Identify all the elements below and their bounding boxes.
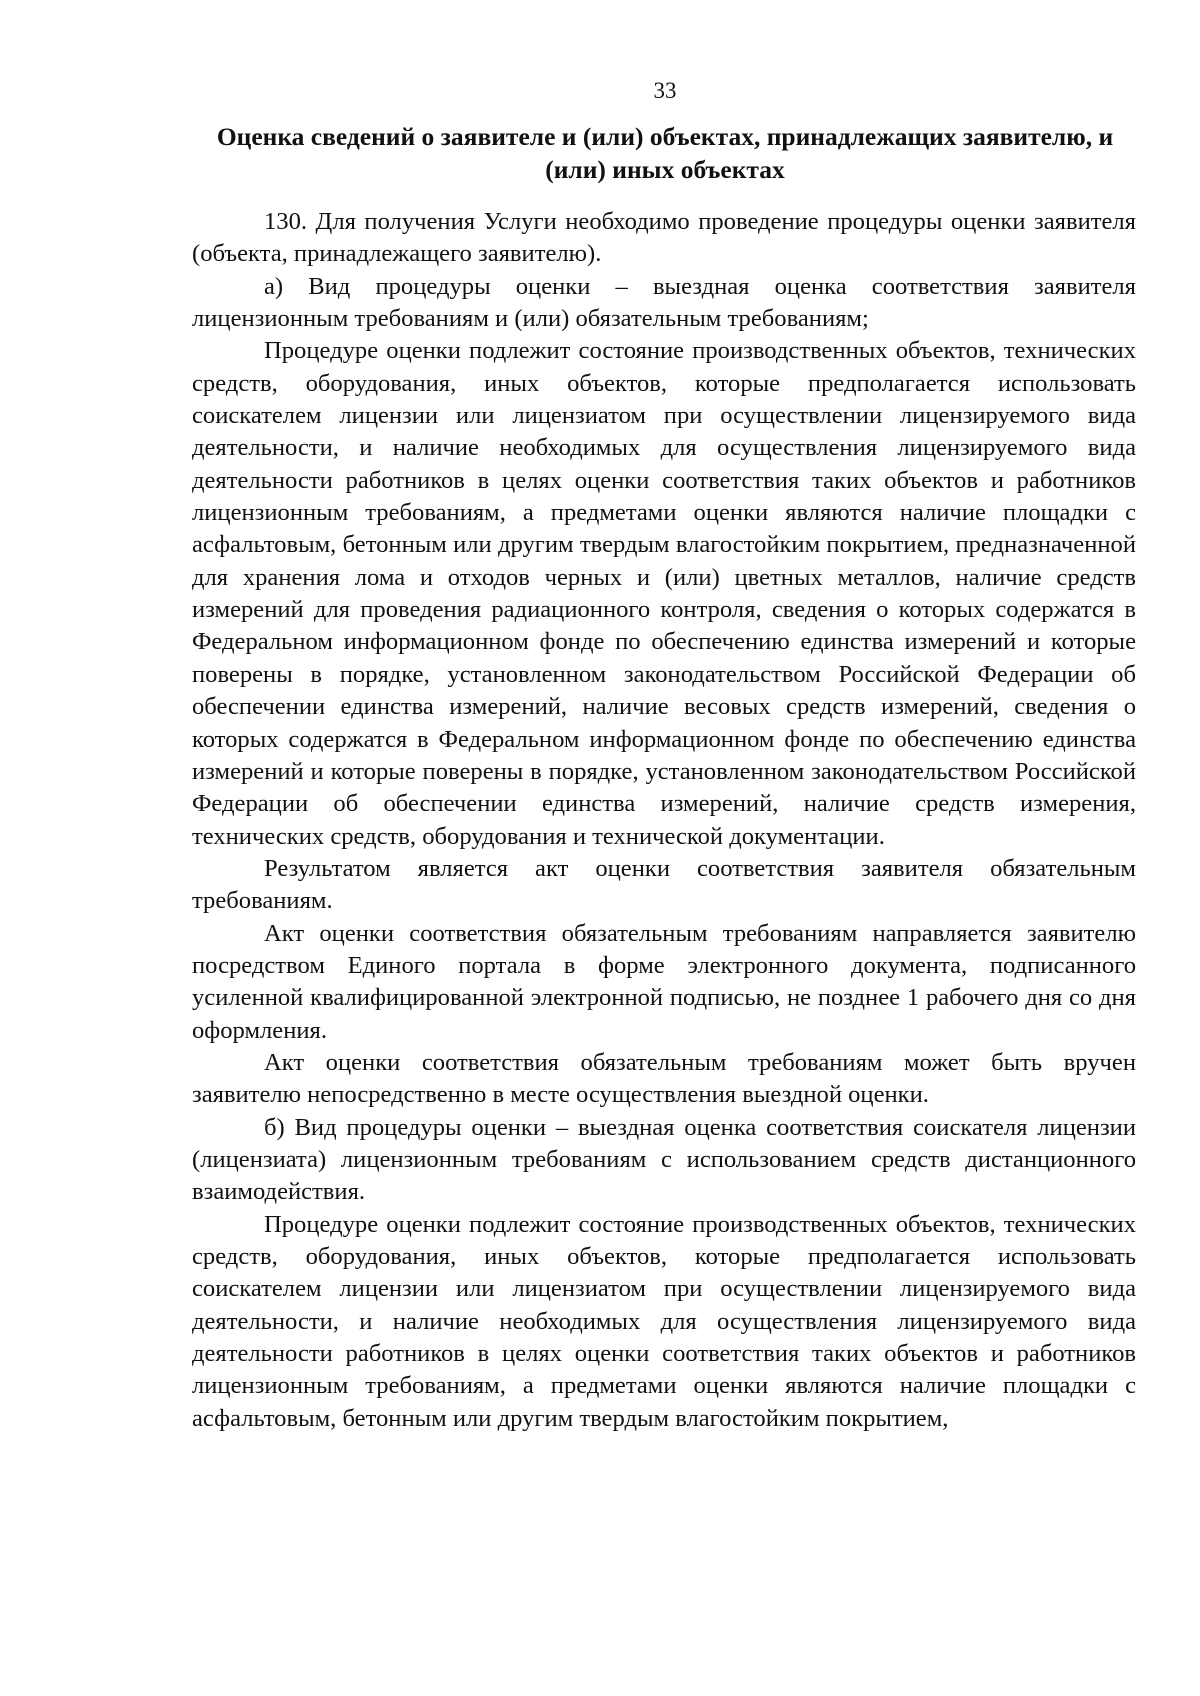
paragraph-130-intro: 130. Для получения Услуги необходимо проведение процедуры оценки заявителя (объекта, принадлежащего заявителю). <box>192 208 1136 268</box>
paragraph-assessment-type-a: а) Вид процедуры оценки – выездная оценка соответствия заявителя лицензионным требованиям и (или) обязательным требованиям; <box>192 272 1136 333</box>
paragraph-assessment-subject-a: Процедуре оценки подлежит состояние производственных объектов, технических средств, оборудования, иных объектов, которые предполагается использовать соискателем лицензии или лицензиатом при осуществлении лицензируемого вида деятельности, и наличие необходимых для осуществления лицензируемого вида деятельности работников в целях оценки соответствия таких объектов и работников лицензионным требованиям, а предметами оценки являются наличие площадки с асфальтовым, бетонным или другим твердым влагостойким покрытием, предназначенной для хранения лома и отходов черных и (или) цветных металлов, наличие средств измерений для проведения радиационного контроля, сведения о которых содержатся в Федеральном информационном фонде по обеспечению единства измерений и которые поверены в порядке, установленном законодательством Российской Федерации об обеспечении единства измерений, наличие весовых средств измерений, сведения о которых содержатся в Федеральном информационном фонде по обеспечению единства измерений и которые поверены в порядке, установленном законодательством Российской Федерации об обеспечении единства измерений, наличие средств измерения, технических средств, оборудования и технической документации. <box>192 337 1136 850</box>
paragraph-act-handover: Акт оценки соответствия обязательным требованиям может быть вручен заявителю непосредственно в месте осуществления выездной оценки. <box>192 1048 1136 1109</box>
paragraph-assessment-subject-b: Процедуре оценки подлежит состояние производственных объектов, технических средств, оборудования, иных объектов, которые предполагается использовать соискателем лицензии или лицензиатом при осуществлении лицензируемого вида деятельности, и наличие необходимых для осуществления лицензируемого вида деятельности работников в целях оценки соответствия таких объектов и работников лицензионным требованиям, а предметами оценки являются наличие площадки с асфальтовым, бетонным или другим твердым влагостойким покрытием, <box>192 1210 1136 1432</box>
paragraph-assessment-type-b: б) Вид процедуры оценки – выездная оценка соответствия соискателя лицензии (лицензиата) лицензионным требованиям с использованием средств дистанционного взаимодействия. <box>192 1113 1136 1206</box>
section-title: Оценка сведений о заявителе и (или) объектах, принадлежащих заявителю, и (или) иных объектах <box>216 122 1114 184</box>
document-body <box>192 206 1136 1435</box>
page-number: 33 <box>653 78 677 103</box>
paragraph-act-delivery: Акт оценки соответствия обязательным требованиям направляется заявителю посредством Единого портала в форме электронного документа, подписанного усиленной квалифицированной электронной подписью, не позднее 1 рабочего дня со дня оформления. <box>192 919 1136 1044</box>
paragraph-result: Результатом является акт оценки соответствия заявителя обязательным требованиям. <box>192 854 1136 915</box>
